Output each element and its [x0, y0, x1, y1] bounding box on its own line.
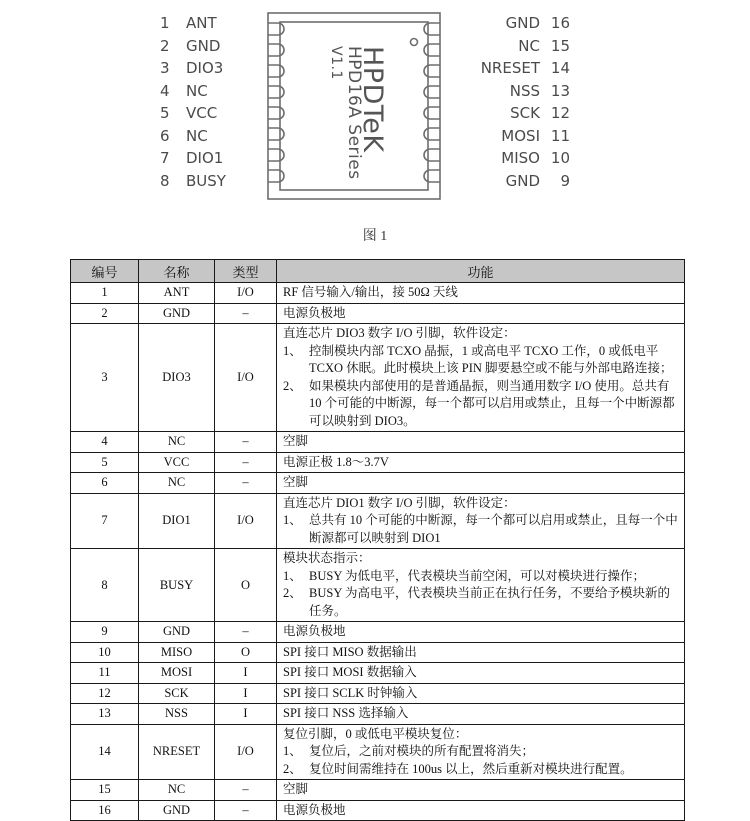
pin-name: NC	[186, 126, 208, 145]
pin-label-row	[452, 147, 570, 170]
pin-number: 6	[160, 126, 170, 145]
cell-function	[277, 549, 685, 622]
cell-no: 10	[71, 642, 139, 663]
module-version-label: V1.1	[328, 46, 344, 80]
pin-label-row	[160, 35, 260, 58]
pin-number: 8	[160, 171, 170, 190]
cell-type: –	[215, 303, 277, 324]
pin-label-row	[452, 125, 570, 148]
cell-no: 7	[71, 493, 139, 549]
cell-no: 9	[71, 622, 139, 643]
pin-name: SCK	[510, 104, 540, 122]
left-pin-label-column	[160, 12, 260, 192]
function-list-item	[283, 761, 682, 779]
pin-name: NC	[186, 81, 208, 100]
table-row	[71, 780, 685, 801]
table-row	[71, 724, 685, 780]
cell-name: NC	[139, 780, 215, 801]
pin-name: DIO1	[186, 149, 224, 167]
pin-name: DIO3	[186, 59, 224, 77]
table-row	[71, 473, 685, 494]
cell-name: GND	[139, 622, 215, 643]
column-header-type: 类型	[215, 260, 277, 283]
function-intro-text: 空脚	[283, 782, 309, 796]
cell-function	[277, 780, 685, 801]
pin-label-row	[160, 12, 260, 35]
function-intro-text: SPI 接口 NSS 选择输入	[283, 706, 409, 720]
function-intro-text: SPI 接口 SCLK 时钟输入	[283, 685, 418, 700]
function-item-text: 复位时间需维持在 100us 以上，然后重新对模块进行配置。	[309, 761, 633, 776]
table-row	[71, 549, 685, 622]
cell-name: GND	[139, 303, 215, 324]
table-header	[71, 260, 685, 283]
cell-function	[277, 452, 685, 473]
cell-function	[277, 724, 685, 780]
module-brand-label: HPDTeK	[357, 46, 388, 153]
function-list-item	[283, 568, 682, 586]
pin-number: 13	[550, 81, 570, 100]
cell-type: –	[215, 452, 277, 473]
cell-no: 4	[71, 432, 139, 453]
cell-function	[277, 622, 685, 643]
pinout-diagram	[0, 0, 750, 215]
pin-name: GND	[186, 36, 221, 55]
table-row	[71, 452, 685, 473]
function-list-item	[283, 512, 682, 547]
pin-label-row	[160, 80, 260, 103]
function-item-marker: 2、	[283, 378, 302, 393]
cell-no: 2	[71, 303, 139, 324]
pin-description-table-wrapper	[70, 259, 684, 821]
cell-no: 3	[71, 324, 139, 432]
cell-name: NSS	[139, 704, 215, 725]
cell-no: 13	[71, 704, 139, 725]
pin-label-row	[452, 170, 570, 193]
pin-number: 14	[550, 59, 570, 77]
cell-no: 11	[71, 663, 139, 684]
cell-name: NC	[139, 432, 215, 453]
function-intro-text: 直连芯片 DIO3 数字 I/O 引脚，软件设定：	[283, 326, 516, 340]
table-row	[71, 704, 685, 725]
cell-function	[277, 663, 685, 684]
pin-name: MISO	[501, 149, 540, 167]
cell-name: GND	[139, 800, 215, 821]
function-item-text: 控制模块内部 TCXO 晶振，1 或高电平 TCXO 工作，0 或低电平 TCXO 休眠。此时模块上该 PIN 脚要悬空或不能与外部电路连接；	[309, 343, 673, 375]
right-pin-label-column	[452, 12, 570, 192]
function-item-text: BUSY 为低电平，代表模块当前空闲，可以对模块进行操作；	[309, 568, 646, 583]
cell-name: NC	[139, 473, 215, 494]
cell-type: O	[215, 642, 277, 663]
cell-function	[277, 324, 685, 432]
pin-number: 15	[550, 36, 570, 55]
cell-type: –	[215, 800, 277, 821]
pin-name: ANT	[186, 14, 217, 32]
pin-number: 3	[160, 59, 170, 77]
column-header-no: 编号	[71, 260, 139, 283]
cell-name: DIO3	[139, 324, 215, 432]
cell-function	[277, 683, 685, 704]
function-intro-text: 电源负极地	[283, 305, 346, 320]
cell-type: I/O	[215, 324, 277, 432]
function-item-marker: 2、	[283, 761, 302, 776]
figure-caption: 图 1	[362, 229, 388, 244]
pin-number: 16	[550, 14, 570, 32]
module-package-drawing	[262, 8, 446, 204]
pin-number: 7	[160, 149, 170, 167]
function-item-text: 总共有 10 个可能的中断源，每一个都可以启用或禁止，且每一个中断源都可以映射到 DIO1	[309, 513, 678, 545]
cell-name: VCC	[139, 452, 215, 473]
cell-no: 14	[71, 724, 139, 780]
function-list-item	[283, 378, 682, 431]
table-row	[71, 303, 685, 324]
function-intro-text: 模块状态指示：	[283, 551, 371, 565]
pin-name: NRESET	[480, 59, 540, 77]
pin-number: 12	[550, 104, 570, 122]
pin-number: 1	[160, 14, 170, 32]
cell-type: –	[215, 473, 277, 494]
function-item-marker: 2、	[283, 586, 302, 600]
pin-number: 2	[160, 36, 170, 55]
table-row	[71, 324, 685, 432]
table-row	[71, 432, 685, 453]
table-row	[71, 663, 685, 684]
cell-type: –	[215, 432, 277, 453]
cell-function	[277, 800, 685, 821]
pin-label-row	[160, 102, 260, 125]
function-item-marker: 1、	[283, 744, 302, 758]
cell-type: O	[215, 549, 277, 622]
function-intro-text: RF 信号输入/输出，接 50Ω 天线	[283, 285, 458, 299]
pin-name: NC	[518, 36, 540, 55]
cell-function	[277, 432, 685, 453]
table-row	[71, 683, 685, 704]
pin-label-row	[452, 57, 570, 80]
cell-type: I	[215, 663, 277, 684]
table-row	[71, 283, 685, 304]
pin-label-row	[160, 147, 260, 170]
cell-name: NRESET	[139, 724, 215, 780]
cell-no: 1	[71, 283, 139, 304]
cell-name: MOSI	[139, 663, 215, 684]
function-intro-text: 电源正极 1.8～3.7V	[283, 454, 389, 469]
function-intro-text: SPI 接口 MOSI 数据输入	[283, 665, 417, 679]
column-header-name: 名称	[139, 260, 215, 283]
cell-name: BUSY	[139, 549, 215, 622]
pin-label-row	[452, 35, 570, 58]
cell-name: SCK	[139, 683, 215, 704]
pin-name: BUSY	[186, 171, 226, 190]
pin-number: 11	[550, 126, 570, 145]
cell-type: I	[215, 704, 277, 725]
function-intro-text: 空脚	[283, 434, 309, 448]
table-header-row	[71, 260, 685, 283]
pin-number: 10	[550, 149, 570, 167]
function-item-text: 如果模块内部使用的是普通晶振，则当通用数字 I/O 使用。总共有 10 个可能的中断源，每一个都可以启用或禁止，且每一个中断源都可以映射到 DIO3。	[309, 378, 675, 428]
cell-no: 16	[71, 800, 139, 821]
cell-type: –	[215, 622, 277, 643]
cell-no: 8	[71, 549, 139, 622]
module-series-label: HPD16A Series	[344, 46, 364, 180]
right-pad-group	[424, 23, 440, 182]
cell-type: –	[215, 780, 277, 801]
cell-no: 12	[71, 683, 139, 704]
pin-label-row	[160, 125, 260, 148]
pin-name: GND	[505, 171, 540, 190]
table-row	[71, 642, 685, 663]
function-intro-text: 电源负极地	[283, 802, 346, 817]
cell-function	[277, 642, 685, 663]
cell-function	[277, 704, 685, 725]
function-intro-text: 直连芯片 DIO1 数字 I/O 引脚，软件设定：	[283, 495, 516, 510]
function-list-item	[283, 743, 682, 761]
function-item-marker: 1、	[283, 568, 302, 583]
cell-name: DIO1	[139, 493, 215, 549]
cell-type: I/O	[215, 283, 277, 304]
pin-name: GND	[505, 14, 540, 32]
cell-function	[277, 473, 685, 494]
pin-label-row	[452, 80, 570, 103]
pin-description-table	[70, 259, 685, 821]
function-intro-text: SPI 接口 MISO 数据输出	[283, 644, 417, 659]
cell-name: ANT	[139, 283, 215, 304]
cell-name: MISO	[139, 642, 215, 663]
function-item-marker: 1、	[283, 343, 302, 358]
function-item-marker: 1、	[283, 513, 302, 527]
cell-type: I/O	[215, 724, 277, 780]
pin-one-marker-dot	[411, 39, 418, 46]
function-intro-text: 空脚	[283, 475, 309, 489]
table-row	[71, 622, 685, 643]
function-list-item	[283, 343, 682, 378]
cell-function	[277, 283, 685, 304]
pin-label-row	[160, 170, 260, 193]
column-header-function: 功能	[277, 260, 685, 283]
pin-name: MOSI	[501, 126, 540, 145]
cell-function	[277, 493, 685, 549]
cell-no: 6	[71, 473, 139, 494]
function-intro-text: 复位引脚，0 或低电平模块复位：	[283, 726, 468, 741]
pin-name: NSS	[509, 81, 540, 100]
pin-number: 9	[560, 171, 570, 190]
function-item-text: 复位后，之前对模块的所有配置将消失；	[309, 744, 535, 758]
function-list-item	[283, 585, 682, 620]
function-item-text: BUSY 为高电平，代表模块当前正在执行任务，不要给予模块新的任务。	[309, 586, 671, 618]
cell-type: I/O	[215, 493, 277, 549]
cell-function	[277, 303, 685, 324]
table-row	[71, 800, 685, 821]
function-intro-text: 电源负极地	[283, 624, 346, 638]
pin-label-row	[452, 102, 570, 125]
table-body	[71, 283, 685, 821]
pin-name: VCC	[186, 104, 218, 122]
pin-label-row	[160, 57, 260, 80]
left-pad-group	[268, 23, 284, 182]
pin-number: 4	[160, 81, 170, 100]
table-row	[71, 493, 685, 549]
cell-type: I	[215, 683, 277, 704]
pin-number: 5	[160, 104, 170, 122]
cell-no: 15	[71, 780, 139, 801]
pin-label-row	[452, 12, 570, 35]
cell-no: 5	[71, 452, 139, 473]
